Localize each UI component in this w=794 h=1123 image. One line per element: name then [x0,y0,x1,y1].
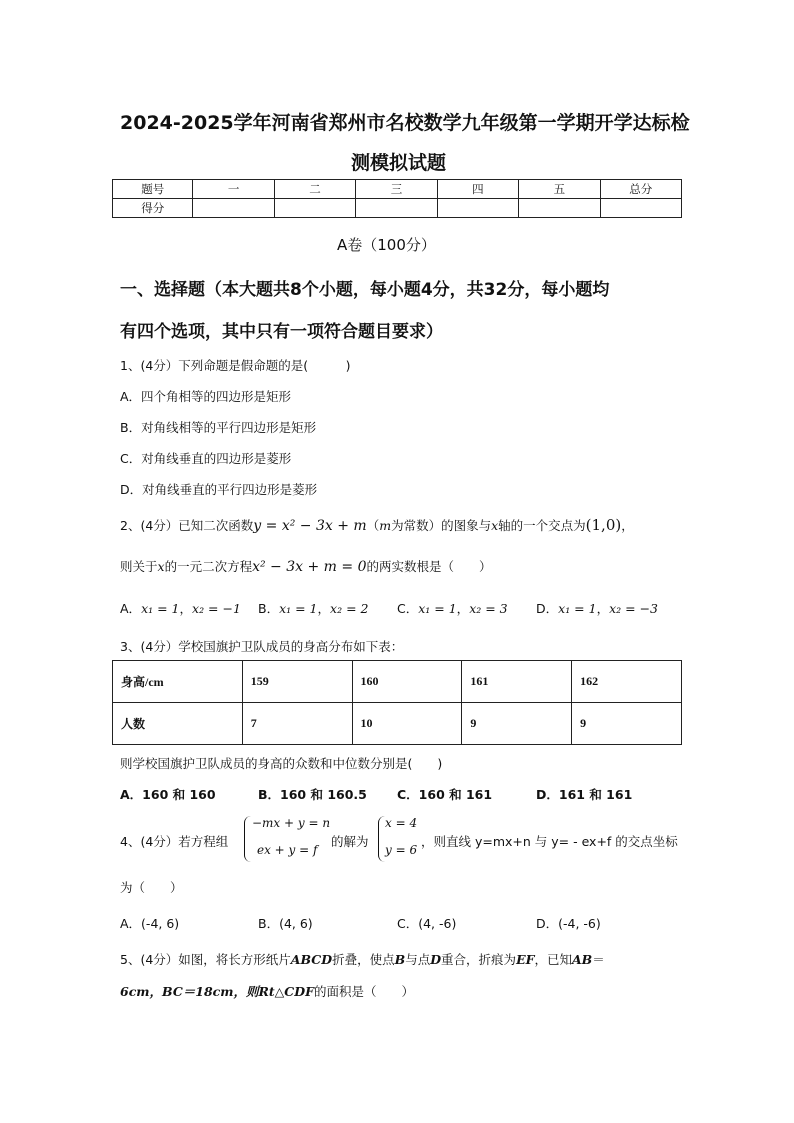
table-row [113,703,682,745]
question-4-option-a: A．(-4, 6) [120,916,180,931]
question-4-mid: 的解为 [331,834,369,849]
score-cell [437,199,518,218]
question-5-line2: 6cm，BC＝18cm，则Rt△CDF的面积是（ ） [120,984,414,999]
score-cell [356,199,437,218]
score-header-cell: 五 [519,180,600,199]
score-header-cell: 四 [437,180,518,199]
question-1-option-c: C．对角线垂直的四边形是菱形 [120,451,292,466]
variable-x: x [157,559,165,574]
table-cell: 161 [462,661,572,703]
solution-row: y = 6 [385,843,418,857]
question-3-option-b: B．160 和 160.5 [258,787,367,802]
score-cell [193,199,274,218]
question-3-option-a: A．160 和 160 [120,787,216,802]
variable-m: m [379,518,392,533]
question-4-option-c: C．(4, -6) [397,916,457,931]
question-2-prefix: 2、(4分）已知二次函数 [120,518,254,533]
question-1-option-b: B．对角线相等的平行四边形是矩形 [120,420,317,435]
question-5-line1: 5、(4分）如图，将长方形纸片ABCD折叠，使点B与点D重合，折痕为EF，已知AB＝ [120,952,605,967]
score-header-cell: 二 [274,180,355,199]
question-2-text: （ [366,518,380,533]
score-header-cell: 题号 [113,180,193,199]
score-table [112,179,682,218]
left-brace-icon [244,816,251,862]
question-3-option-c: C．160 和 161 [397,787,493,802]
score-table-header-row [113,180,682,199]
score-table-score-row [113,199,682,218]
height-distribution-table [112,660,682,745]
question-3-followup: 则学校国旗护卫队成员的身高的众数和中位数分别是( ) [120,756,443,771]
question-2-line2 [120,557,492,575]
paper-a-heading: A卷（100分） [337,236,436,254]
question-3-stem: 3、(4分）学校国旗护卫队成员的身高分布如下表： [120,639,404,654]
question-2-text: 为常数）的图象与 [391,518,492,533]
variable-x: x [491,518,499,533]
question-2-text: 则关于 [120,559,158,574]
system-equation-row: −mx + y = n [252,816,331,830]
left-brace-icon [378,816,385,862]
question-1-option-a: A．四个角相等的四边形是矩形 [120,389,292,404]
score-header-cell: 一 [193,180,274,199]
system-equation-row: ex + y = f [257,843,318,857]
question-2-text: 的两实数根是（ ） [366,559,492,574]
intersection-point: (1,0) [585,516,622,534]
question-2-option-a: A．x₁ = 1，x₂ = −1 [120,601,241,616]
question-2-text: 轴的一个交点为 [498,518,586,533]
question-2-text: 的一元二次方程 [164,559,253,574]
question-2-option-b: B．x₁ = 1，x₂ = 2 [258,601,369,616]
table-cell: 7 [242,703,352,745]
section-heading-line1: 一、选择题（本大题共8个小题，每小题4分，共32分，每小题均 [120,280,610,300]
table-cell: 160 [352,661,462,703]
table-cell: 10 [352,703,462,745]
question-2-text: ， [621,518,634,533]
quadratic-equation: x² − 3x + m = 0 [252,559,367,575]
question-4-option-b: B．(4, 6) [258,916,313,931]
score-cell [519,199,600,218]
score-row-label: 得分 [113,199,193,218]
question-2-line1 [120,516,634,534]
score-header-cell: 三 [356,180,437,199]
question-4-line2: 为（ ） [120,880,183,895]
page-title-line1: 2024-2025学年河南省郑州市名校数学九年级第一学期开学达标检 [120,112,690,134]
question-2-option-c: C．x₁ = 1，x₂ = 3 [397,601,508,616]
question-1-stem: 1、(4分）下列命题是假命题的是( ) [120,358,351,373]
table-cell: 159 [242,661,352,703]
question-3-option-d: D．161 和 161 [536,787,633,802]
table-cell: 人数 [113,703,243,745]
table-cell: 9 [462,703,572,745]
section-heading-line2: 有四个选项，其中只有一项符合题目要求） [120,322,443,342]
table-cell: 身高/cm [113,661,243,703]
question-4-option-d: D．(-4, -6) [536,916,601,931]
question-2-option-d: D．x₁ = 1，x₂ = −3 [536,601,659,616]
page-title-line2: 测模拟试题 [351,152,447,174]
quadratic-function: y = x² − 3x + m [253,518,367,534]
question-4-prefix: 4、(4分）若方程组 [120,834,229,849]
score-cell [600,199,681,218]
score-cell [274,199,355,218]
question-4-suffix: ，则直线 y=mx+n 与 y= - ex+f 的交点坐标 [421,834,678,849]
question-1-option-d: D．对角线垂直的平行四边形是菱形 [120,482,318,497]
table-cell: 9 [572,703,682,745]
table-cell: 162 [572,661,682,703]
score-header-cell: 总分 [600,180,681,199]
table-row [113,661,682,703]
solution-row: x = 4 [385,816,418,830]
